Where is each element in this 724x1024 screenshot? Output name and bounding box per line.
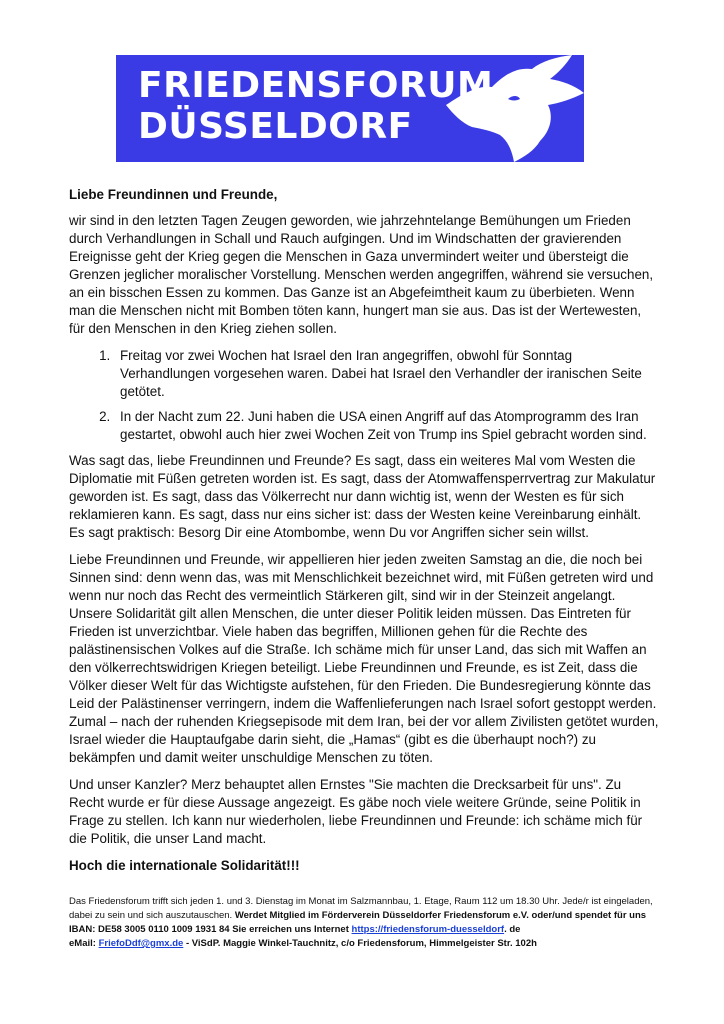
website-link[interactable]: https://friedensforum-duesseldorf <box>351 924 505 935</box>
brand-title-line2: DÜSSELDORF <box>138 106 413 147</box>
paragraph-2: Was sagt das, liebe Freundinnen und Freunde? Es sagt, dass ein weiteres Mal vom Westen die Diplomatie mit Füßen getreten worden ist. Es sagt, dass der Atomwaffensperrvertrag zur Makulatur geworden ist. Es sagt, dass das Völkerrecht nur dann wichtig ist, wenn der Westen es für sich reklamieren kann. Es sagt, dass nur eins sicher ist: dass der Westen keine Vereinbarung einhält. Es sagt praktisch: Besorg Dir eine Atombombe, wenn Du vor Angriffen sicher sein willst. <box>69 453 656 540</box>
footer <box>69 895 659 951</box>
dove-icon <box>446 55 584 162</box>
letter-body <box>69 186 659 884</box>
brand-title-line1: FRIEDENSFORUM <box>138 65 494 106</box>
paragraph-1: wir sind in den letzten Tagen Zeugen geworden, wie jahrzehntelange Bemühungen um Frieden durch Verhandlungen in Schall und Rauch aufgingen. Und im Windschatten der gravierenden Ereignisse geht der Krieg gegen die Menschen in Gaza unvermindert weiter und übersteigt die Grenzen jeglicher moralischer Vorstellung. Menschen werden angegriffen, während sie versuchen, an ein bisschen Essen zu kommen. Das Ganze ist an Abgefeimtheit kaum zu überbieten. Wenn man die Menschen nicht mit Bomben töten kann, hungert man sie aus. Das ist der Wertewesten, für den Menschen in den Krieg ziehen sollen. <box>69 213 654 336</box>
closing-slogan: Hoch die internationale Solidarität!!! <box>69 858 300 873</box>
email-label: eMail: <box>69 938 99 949</box>
list-item: 1. Freitag vor zwei Wochen hat Israel den Iran angegriffen, obwohl für Sonntag Verhandlungen vorgesehen waren. Dabei hat Israel den Verhandler der iranischen Seite getötet. <box>114 347 659 401</box>
greeting: Liebe Freundinnen und Freunde, <box>69 187 278 202</box>
event-list <box>69 347 659 444</box>
footer-meeting-info: Das Friedensforum trifft sich jeden 1. und 3. Dienstag im Monat im Salzmannbau, 1. Etage, Raum 112 um 18.30 Uhr. Jede/r ist eingeladen, dabei zu sein und sich auszutauschen. <box>69 896 653 921</box>
website-suffix: . de <box>504 924 521 935</box>
list-item: 2. In der Nacht zum 22. Juni haben die USA einen Angriff auf das Atomprogramm des Iran gestartet, obwohl auch hier zwei Wochen Zeit von Trump ins Spiel gebracht worden sind. <box>114 408 659 444</box>
footer-donation-info: Werdet Mitglied im Förderverein Düsseldorfer Friedensforum e.V. oder/und spendet für uns IBAN: DE58 3005 0110 1009 1931 84 Sie erreichen uns Internet <box>69 910 647 935</box>
imprint: - ViSdP. Maggie Winkel-Tauchnitz, c/o Friedensforum, Himmelgeister Str. 102h <box>183 938 537 949</box>
paragraph-4: Und unser Kanzler? Merz behauptet allen Ernstes "Sie machten die Drecksarbeit für uns". Zu Recht wurde er für diese Aussage angezeigt. Es gäbe noch viele weitere Gründe, seine Politik in Frage zu stellen. Ich kann nur wiederholen, liebe Freundinnen und Freunde: ich schäme mich für die Politik, die unser Land macht. <box>69 777 643 846</box>
paragraph-3: Liebe Freundinnen und Freunde, wir appellieren hier jeden zweiten Samstag an die, die noch bei Sinnen sind: denn wenn das, was mit Menschlichkeit bezeichnet wird, mit Füßen getreten wird und wenn nur noch das Recht des vermeintlich Stärkeren gilt, sind wir in der Steinzeit angelangt. Unsere Solidarität gilt allen Menschen, die unter dieser Politik leiden müssen. Das Eintreten für Frieden ist unverzichtbar. Viele haben das begriffen, Millionen gehen für die Rechte des palästinensischen Volkes auf die Straße. Ich schäme mich für unser Land, das sich mit Waffen an den völkerrechtswidrigen Kriegen beteiligt. Liebe Freundinnen und Freunde, es ist Zeit, dass die Völker dieser Welt für das Wichtigste aufstehen, für den Frieden. Die Bundesregierung könnte das Leid der Palästinenser verringern, indem die Waffenlieferungen nach Israel sofort gestoppt werden. Zumal – nach der ruhenden Kriegsepisode mit dem Iran, bei der vor allem Zivilisten getötet wurden, Israel wieder die Hauptaufgabe darin sieht, die „Hamas“ (gibt es die überhaupt noch?) zu bekämpfen und damit weiter unschuldige Menschen zu töten. <box>69 552 659 765</box>
header-banner <box>116 55 584 162</box>
email-link[interactable]: FriefoDdf@gmx.de <box>98 938 184 949</box>
